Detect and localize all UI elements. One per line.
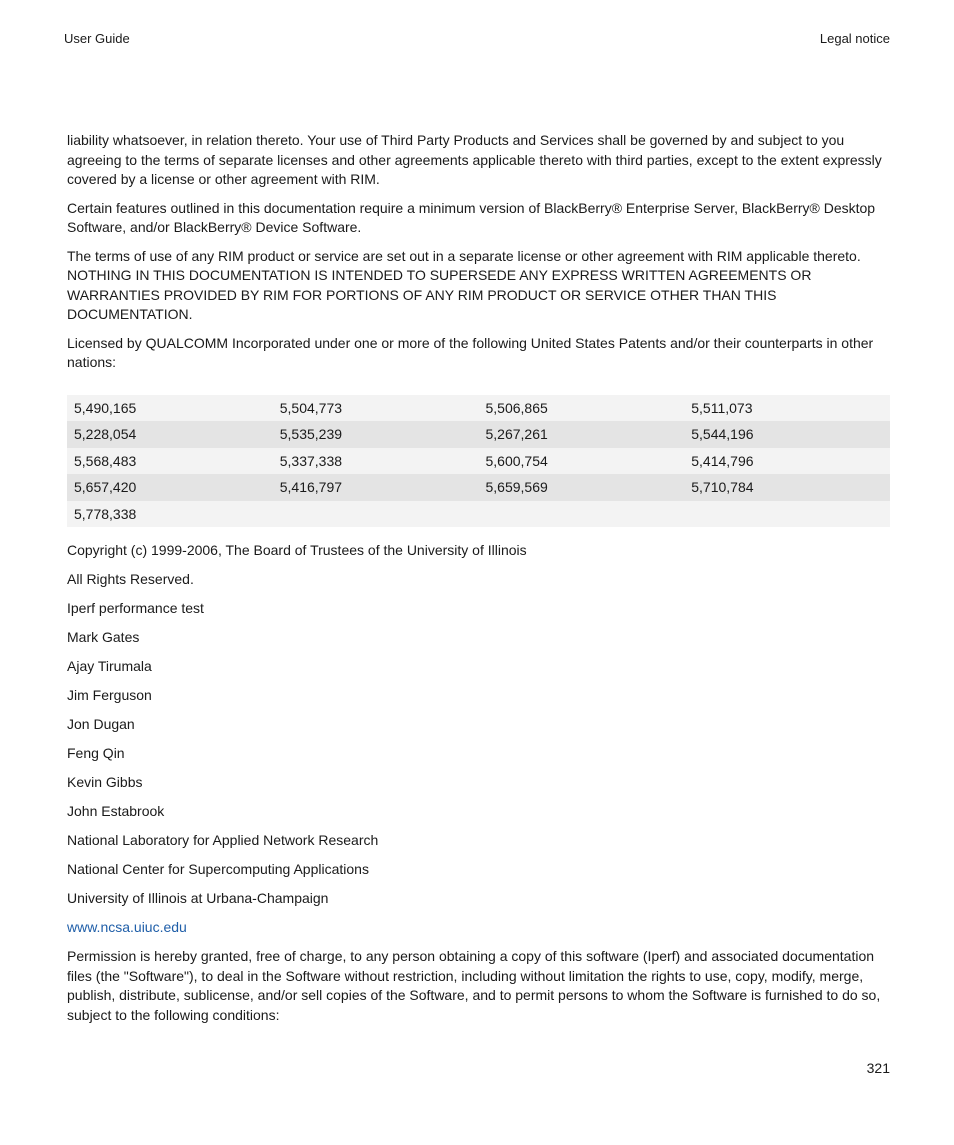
table-row xyxy=(67,474,890,501)
patent-cell: 5,416,797 xyxy=(273,474,479,501)
patent-cell: 5,490,165 xyxy=(67,395,273,422)
paragraph-features: Certain features outlined in this documentation require a minimum version of BlackBerry® Enterprise Server, BlackBerry® Desktop Software, and/or BlackBerry® Device Software. xyxy=(67,199,876,235)
patent-cell: 5,267,261 xyxy=(479,421,685,448)
patent-cell: 5,337,338 xyxy=(273,448,479,475)
author-line: Ajay Tirumala xyxy=(67,658,152,675)
patent-cell: 5,511,073 xyxy=(684,395,890,422)
patent-cell: 5,710,784 xyxy=(684,474,890,501)
header-doc-title: User Guide xyxy=(64,31,130,46)
table-row xyxy=(67,501,890,528)
organization-line: National Laboratory for Applied Network Research xyxy=(67,832,379,849)
page-content xyxy=(67,131,890,1034)
author-line: Jon Dugan xyxy=(67,716,135,733)
author-line: John Estabrook xyxy=(67,803,165,820)
header-section-title: Legal notice xyxy=(819,31,890,46)
table-row xyxy=(67,421,890,448)
paragraph-permission: Permission is hereby granted, free of charge, to any person obtaining a copy of this software (Iperf) and associated documentation files (the "Software"), to deal in the Software without restriction, including without limitation the rights to use, copy, modify, merge, publish, distribute, sublicense, and/or sell copies of the Software, and to permit persons to whom the Software is furnished to do so, subject to the following conditions: xyxy=(67,948,881,1023)
organization-line: National Center for Supercomputing Applications xyxy=(67,861,369,878)
author-line: Feng Qin xyxy=(67,745,125,762)
patent-cell: 5,659,569 xyxy=(479,474,685,501)
patent-cell: 5,504,773 xyxy=(273,395,479,422)
table-row xyxy=(67,395,890,422)
paragraph-third-party: liability whatsoever, in relation thereto. Your use of Third Party Products and Services shall be governed by and subject to you agreeing to the terms of separate licenses and other agreements applicable thereto with third parties, except to the extent expressly covered by a license or other agreement with RIM. xyxy=(67,132,882,187)
patent-cell xyxy=(479,501,685,528)
patent-cell: 5,535,239 xyxy=(273,421,479,448)
patent-cell: 5,506,865 xyxy=(479,395,685,422)
ncsa-website-link[interactable]: www.ncsa.uiuc.edu xyxy=(67,919,187,936)
patent-cell: 5,657,420 xyxy=(67,474,273,501)
author-line: Kevin Gibbs xyxy=(67,774,143,791)
page-number: 321 xyxy=(866,1060,890,1076)
paragraph-qualcomm: Licensed by QUALCOMM Incorporated under one or more of the following United States Patents and/or their counterparts in other nations: xyxy=(67,334,874,370)
author-line: Jim Ferguson xyxy=(67,687,152,704)
patent-cell: 5,544,196 xyxy=(684,421,890,448)
table-row xyxy=(67,448,890,475)
patent-cell: 5,568,483 xyxy=(67,448,273,475)
patent-cell xyxy=(684,501,890,528)
patent-cell xyxy=(273,501,479,528)
patent-table xyxy=(67,395,890,528)
patent-cell: 5,600,754 xyxy=(479,448,685,475)
rights-line: All Rights Reserved. xyxy=(67,571,194,588)
patent-cell: 5,228,054 xyxy=(67,421,273,448)
copyright-line: Copyright (c) 1999-2006, The Board of Trustees of the University of Illinois xyxy=(67,542,527,559)
patent-cell: 5,414,796 xyxy=(684,448,890,475)
product-line: Iperf performance test xyxy=(67,600,204,617)
organization-line: University of Illinois at Urbana-Champaign xyxy=(67,890,329,907)
patent-cell: 5,778,338 xyxy=(67,501,273,528)
paragraph-terms: The terms of use of any RIM product or service are set out in a separate license or other agreement with RIM applicable thereto. NOTHING IN THIS DOCUMENTATION IS INTENDED TO SUPERSEDE ANY EXPRESS WRITTEN AGREEMENTS OR WARRANTIES PROVIDED BY RIM FOR PORTIONS OF ANY RIM PRODUCT OR SERVICE OTHER THAN THIS DOCUMENTATION. xyxy=(67,247,861,322)
author-line: Mark Gates xyxy=(67,629,140,646)
